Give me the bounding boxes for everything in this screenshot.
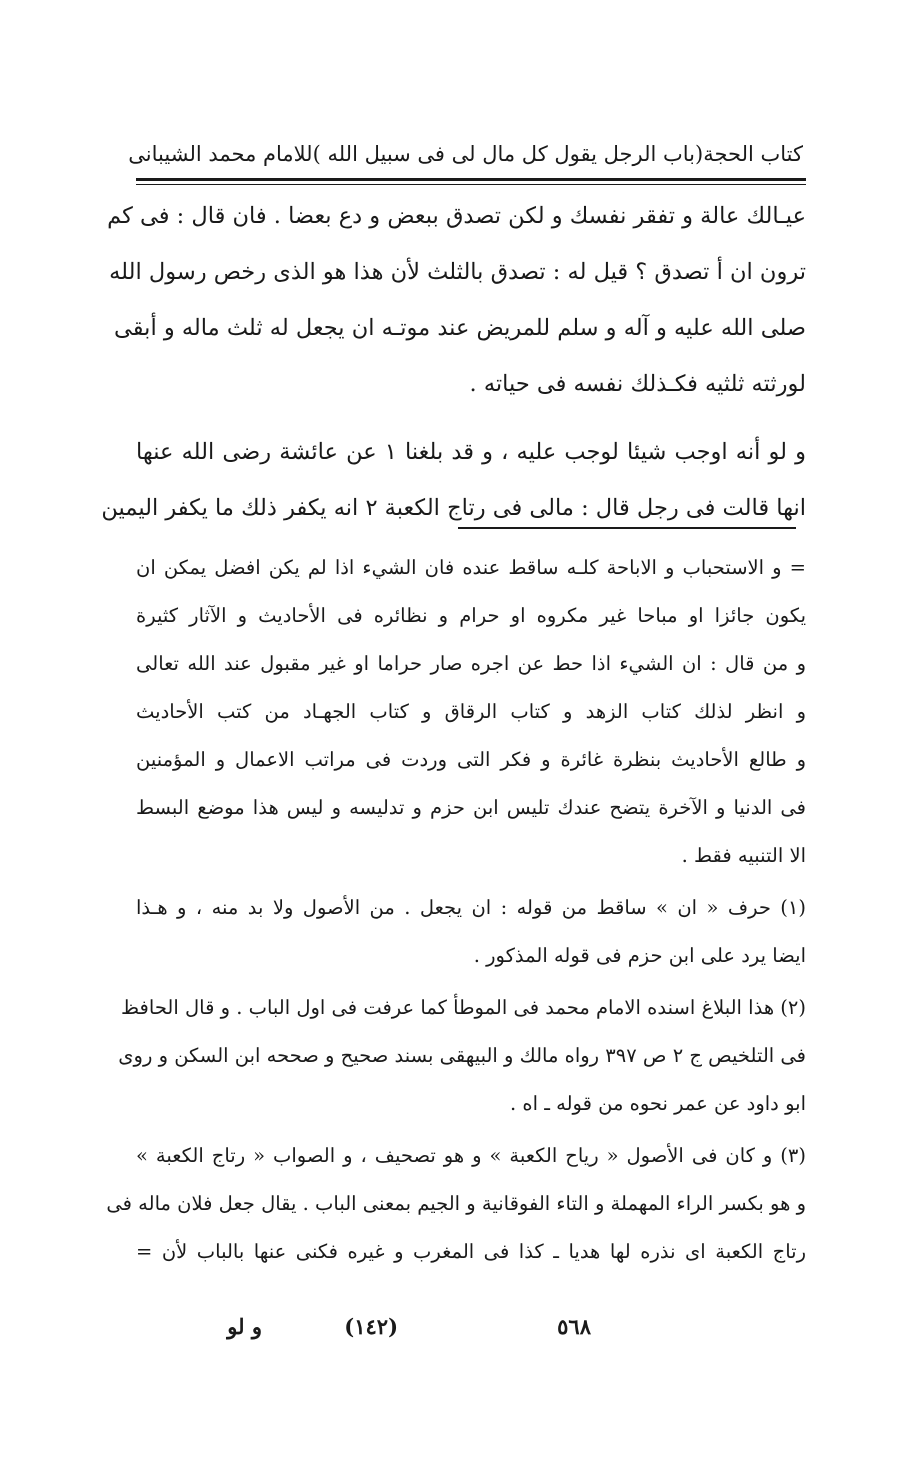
header-chapter-title: (باب الرجل يقول كل مال لى فى سبيل الله ) <box>312 142 704 166</box>
catchword: و لو <box>227 1314 262 1339</box>
main-text <box>101 188 806 536</box>
footnote-line: رتاج الكعبة اى نذره لها هديا ـ كذا فى المغرب و غيره فكنى عنها بالباب لأن = <box>136 1240 806 1263</box>
footnote-line: و من قال : ان الشيء اذا حط عن اجره صار حراما او غير مقبول عند الله تعالى <box>136 652 806 675</box>
footnote-line: و هو بكسر الراء المهملة و التاء الفوقانية و الجيم بمعنى الباب . يقال جعل فلان ماله فى <box>106 1192 806 1215</box>
header-rule <box>136 178 806 185</box>
body-line: لورثته ثلثيه فكـذلك نفسه فى حياته . <box>469 371 806 397</box>
footnote-separator <box>458 527 796 529</box>
body-line: عيـالك عالة و تفقر نفسك و لكن تصدق ببعض و دع بعضا . فان قال : فى كم <box>107 203 806 229</box>
footnote-2: (٢) هذا البلاغ اسنده الامام محمد فى الموطأ كما عرفت فى اول الباب . و قال الحافظ <box>121 996 806 1019</box>
header-author: للامام محمد الشيبانى <box>128 142 313 166</box>
footnote-line: ابو داود عن عمر نحوه من قوله ـ اه . <box>510 1092 806 1115</box>
footnote-line: و طالع الأحاديث بنظرة غائرة و فكر التى وردت فى مراتب الاعمال و المؤمنين <box>136 748 806 771</box>
footnote-line: و انظر لذلك كتاب الزهد و كتاب الرقاق و كتاب الجهـاد من كتب الأحاديث <box>136 700 806 723</box>
header-book-title: كتاب الحجة <box>703 142 803 166</box>
page-number: ٥٦٨ <box>557 1314 591 1339</box>
body-line: صلى الله عليه و آله و سلم للمريض عند موتـه ان يجعل له ثلث ماله و أبقى <box>114 315 806 341</box>
footnote-line: = و الاستحباب و الاباحة كلـه ساقط عنده فان الشيء اذا لم يكن افضل يمكن ان <box>136 556 806 579</box>
body-line: انها قالت فى رجل قال : مالى فى رتاج الكعبة ٢ انه يكفر ذلك ما يكفر اليمين <box>101 495 806 521</box>
footnote-line: فى الدنيا و الآخرة يتضح عندك تليس ابن حزم و تدليسه و ليس هذا موضع البسط <box>136 796 806 819</box>
footnote-line: فى التلخيص ج ٢ ص ٣٩٧ رواه مالك و البيهقى بسند صحيح و صححه ابن السكن و روى <box>118 1044 806 1067</box>
page-footer <box>136 1314 806 1354</box>
footnote-line: ايضا يرد على ابن حزم فى قوله المذكور . <box>473 944 806 967</box>
footnotes <box>106 544 806 1276</box>
running-header <box>128 133 803 175</box>
footnote-1: (١) حرف « ان » ساقط من قوله : ان يجعل . من الأصول ولا بد منه ، و هـذا <box>136 896 806 919</box>
footnote-3: (٣) و كان فى الأصول « رياح الكعبة » و هو تصحيف ، و الصواب « رتاج الكعبة » <box>136 1144 806 1167</box>
footnote-line: الا التنبيه فقط . <box>681 844 806 867</box>
signature-mark: (١٤٢) <box>344 1314 398 1339</box>
footnote-line: يكون جائزا او مباحا غير مكروه او حرام و نظائره فى الأحاديث و الآثار كثيرة <box>136 604 806 627</box>
body-line: ترون ان أ تصدق ؟ قيل له : تصدق بالثلث لأن هذا هو الذى رخص رسول الله <box>109 259 806 285</box>
body-line: و لو أنه اوجب شيئا لوجب عليه ، و قد بلغنا ١ عن عائشة رضى الله عنها <box>136 439 806 465</box>
